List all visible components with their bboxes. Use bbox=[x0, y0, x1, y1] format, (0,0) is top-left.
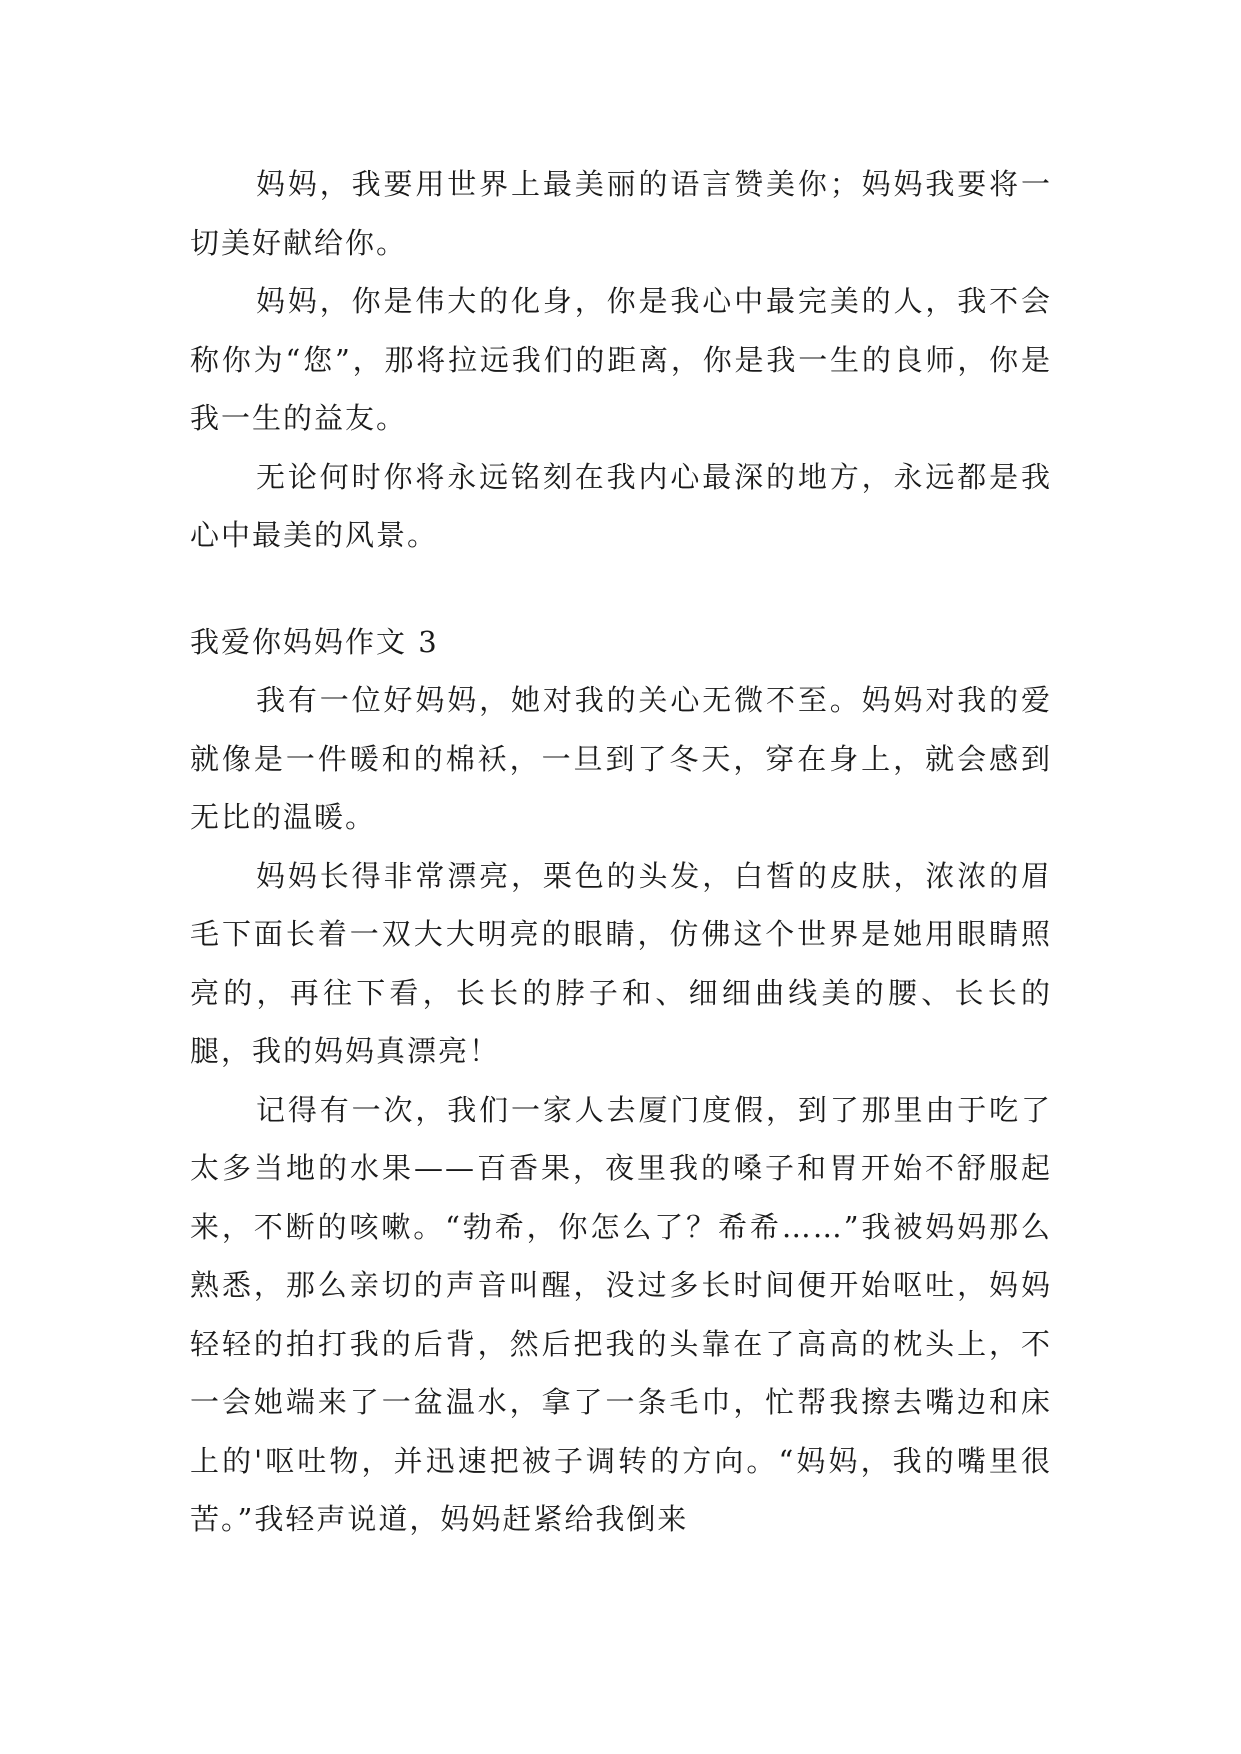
paragraph-landscape: 无论何时你将永远铭刻在我内心最深的地方，永远都是我心中最美的风景。 bbox=[190, 459, 1052, 552]
section-gap bbox=[190, 565, 1052, 613]
paragraph-appearance: 妈妈长得非常漂亮，栗色的头发，白皙的皮肤，浓浓的眉毛下面长着一双大大明亮的眼睛，仿佛这个世界是她用眼睛照亮的，再往下看，长长的脖子和、细细曲线美的腰、长长的腿，我的妈妈真漂亮！ bbox=[190, 858, 1052, 1068]
paragraph-mentor: 妈妈，你是伟大的化身，你是我心中最完美的人，我不会称你为“您”，那将拉远我们的距离，你是我一生的良师，你是我一生的益友。 bbox=[190, 284, 1052, 435]
paragraph-xiamen-story: 记得有一次，我们一家人去厦门度假，到了那里由于吃了太多当地的水果——百香果，夜里我的嗓子和胃开始不舒服起来，不断的咳嗽。“勃希，你怎么了？希希……”我被妈妈那么熟悉，那么亲切的声音叫醒，没过多长时间便开始呕吐，妈妈轻轻的拍打我的后背，然后把我的头靠在了高高的枕头上，不一会她端来了一盆温水，拿了一条毛巾，忙帮我擦去嘴边和床上的'呕吐物，并迅速把被子调转的方向。“妈妈，我的嘴里很苦。”我轻声说道，妈妈赶紧给我倒来 bbox=[190, 1092, 1052, 1536]
paragraph-good-mother: 我有一位好妈妈，她对我的关心无微不至。妈妈对我的爱就像是一件暖和的棉袄，一旦到了冬天，穿在身上，就会感到无比的温暖。 bbox=[190, 683, 1052, 834]
document-page bbox=[190, 155, 1052, 1549]
essay-heading: 我爱你妈妈作文 3 bbox=[190, 624, 439, 659]
paragraph-praise: 妈妈，我要用世界上最美丽的语言赞美你；妈妈我要将一切美好献给你。 bbox=[190, 167, 1052, 260]
